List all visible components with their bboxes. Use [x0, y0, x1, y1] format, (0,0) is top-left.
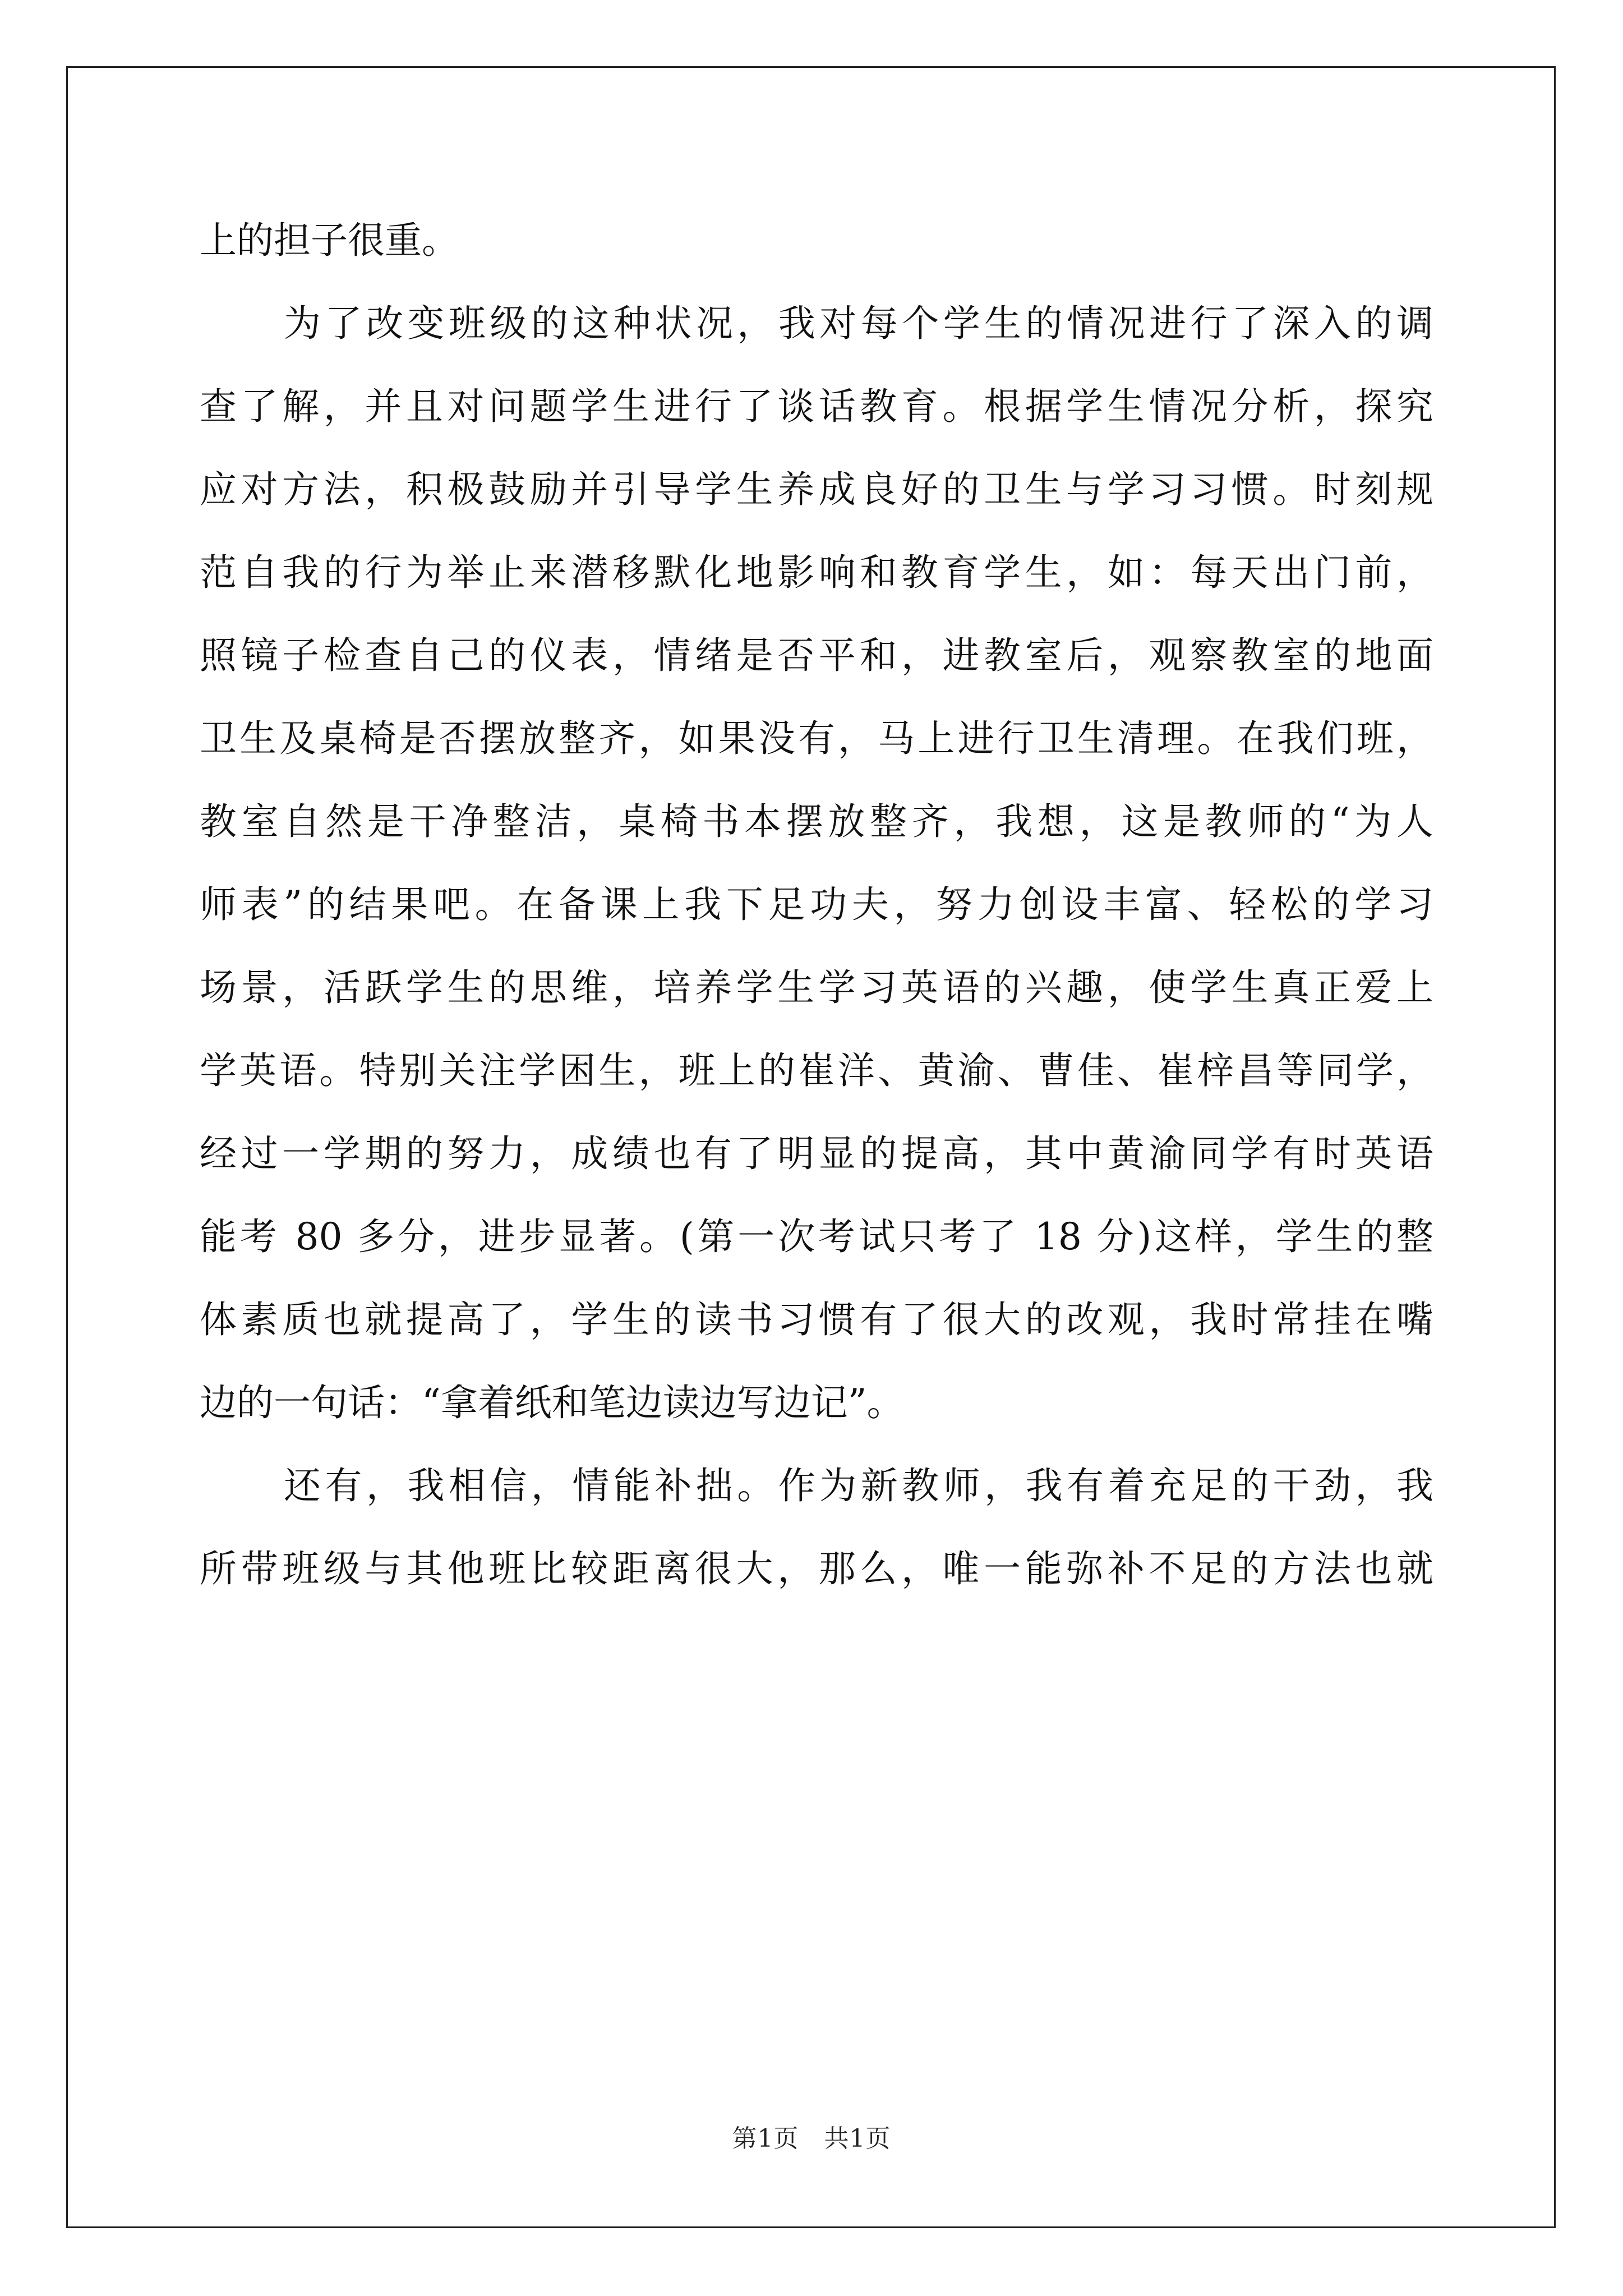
text-line: 查了解，并且对问题学生进行了谈话教育。根据学生情况分析，探究 [200, 385, 1433, 428]
text-line: 照镜子检查自己的仪表，情绪是否平和，进教室后，观察教室的地面 [200, 634, 1433, 677]
text-line: 为了改变班级的这种状况，我对每个学生的情况进行了深入的调 [284, 302, 1433, 345]
text-line: 场景，活跃学生的思维，培养学生学习英语的兴趣，使学生真正爱上 [200, 966, 1433, 1009]
text-line: 学英语。特别关注学困生，班上的崔洋、黄渝、曹佳、崔梓昌等同学， [200, 1049, 1433, 1092]
text-line: 还有，我相信，情能补拙。作为新教师，我有着充足的干劲，我 [284, 1464, 1433, 1507]
page-footer: 第1页 共1页 [732, 2124, 891, 2153]
text-line: 边的一句话：“拿着纸和笔边读边写边记”。 [200, 1381, 904, 1424]
text-line: 所带班级与其他班比较距离很大，那么，唯一能弥补不足的方法也就 [200, 1547, 1433, 1590]
text-line: 体素质也就提高了，学生的读书习惯有了很大的改观，我时常挂在嘴 [200, 1298, 1433, 1341]
text-line: 应对方法，积极鼓励并引导学生养成良好的卫生与学习习惯。时刻规 [200, 468, 1433, 511]
text-line: 经过一学期的努力，成绩也有了明显的提高，其中黄渝同学有时英语 [200, 1132, 1433, 1175]
document-body [200, 199, 1433, 1611]
text-line: 能考 80 多分，进步显著。(第一次考试只考了 18 分)这样，学生的整 [200, 1215, 1433, 1258]
text-line: 教室自然是干净整洁，桌椅书本摆放整齐，我想，这是教师的“为人 [200, 800, 1433, 843]
text-line: 上的担子很重。 [200, 219, 459, 262]
text-line: 师表”的结果吧。在备课上我下足功夫，努力创设丰富、轻松的学习 [200, 883, 1433, 926]
text-line: 范自我的行为举止来潜移默化地影响和教育学生，如：每天出门前， [200, 551, 1433, 594]
text-line: 卫生及桌椅是否摆放整齐，如果没有，马上进行卫生清理。在我们班， [200, 717, 1433, 760]
